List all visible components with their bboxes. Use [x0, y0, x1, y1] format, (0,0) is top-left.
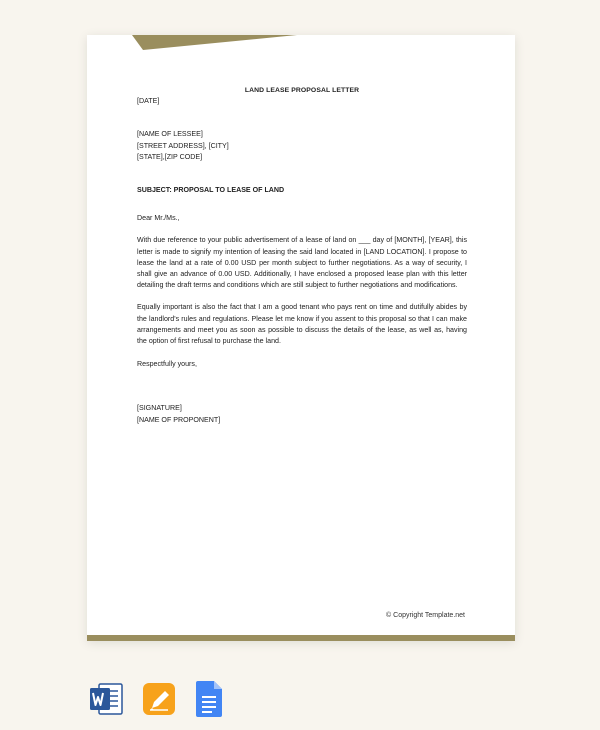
corner-ribbon-decoration [87, 35, 515, 55]
letter-body [137, 85, 467, 426]
app-icons-row [88, 679, 224, 719]
document-page [87, 35, 515, 641]
letter-signature: [SIGNATURE] [137, 404, 182, 413]
address-line-2: [STREET ADDRESS], [CITY] [137, 141, 229, 150]
letter-salutation: Dear Mr./Ms., [137, 214, 180, 223]
copyright-notice: © Copyright Template.net [386, 612, 465, 619]
letter-paragraph-2: Equally important is also the fact that I am a good tenant who pays rent on time and dutifully abides by the landlord's rules and regulations. Please let me know if you assent to this proposal so that I can make arrangements and meet you as soon as possible to discuss the details of the lease, as well as, having the option of first refusal to purchase the land. [137, 303, 467, 346]
address-line-1: [NAME OF LESSEE] [137, 130, 203, 139]
recipient-address [137, 129, 467, 163]
address-line-3: [STATE],[ZIP CODE] [137, 152, 203, 161]
letter-proponent: [NAME OF PROPONENT] [137, 415, 221, 424]
letter-subject: SUBJECT: PROPOSAL TO LEASE OF LAND [137, 186, 285, 195]
pages-icon[interactable] [141, 681, 177, 717]
word-icon[interactable] [88, 681, 124, 717]
google-docs-icon[interactable] [194, 680, 224, 718]
bottom-accent-bar [87, 635, 515, 641]
letter-paragraph-1: With due reference to your public advertisement of a lease of land on ___ day of [MONTH], [YEAR], this letter is made to signify my intention of leasing the said land located in [LAND LOCATION]. I propose to lease the land at a rate of 0.00 USD per month subject to further negotiations. As a way of security, I shall give an advance of 0.00 USD. Additionally, I have enclosed a proposed lease plan with this letter detailing the draft terms and conditions which are still subject to further negotiations and modifications. [137, 236, 467, 290]
letter-closing: Respectfully yours, [137, 360, 197, 369]
letter-date: [DATE] [137, 97, 160, 106]
letter-title: LAND LEASE PROPOSAL LETTER [244, 87, 360, 94]
